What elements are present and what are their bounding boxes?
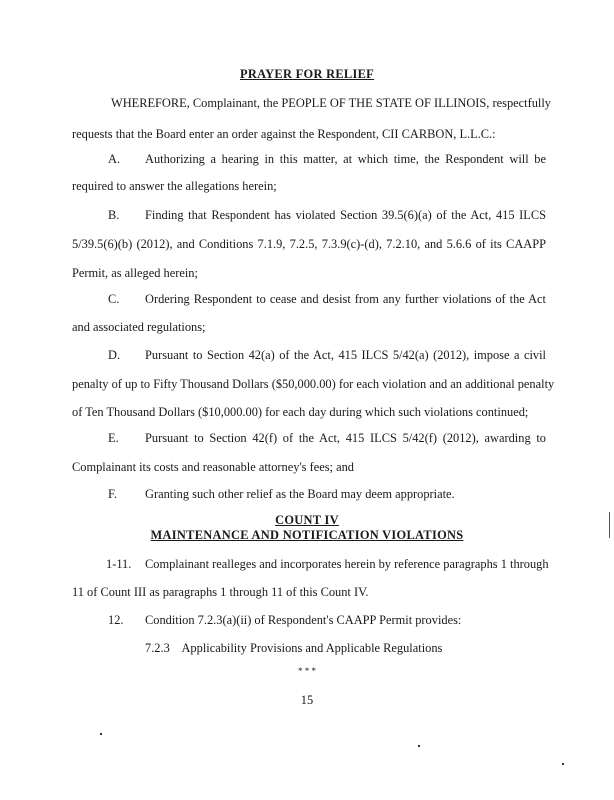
item-e-line-1: Pursuant to Section 42(f) of the Act, 415 ILCS 5/42(f) (2012), awarding to [145,431,546,445]
para-number-1-11: 1-11. [106,557,132,571]
item-d-line-3: of Ten Thousand Dollars ($10,000.00) for each day during which such violations continued; [72,405,529,419]
scan-speck [100,733,102,735]
item-letter-a: A. [108,152,121,166]
intro-line-1: WHEREFORE, Complainant, the PEOPLE OF THE STATE OF ILLINOIS, respectfully [111,96,551,110]
ellipsis-marker: * * * [298,666,316,676]
para-1-11-line-1: Complainant realleges and incorporates herein by reference paragraphs 1 through [145,557,549,571]
para-number-12: 12. [108,613,124,627]
item-d-line-1: Pursuant to Section 42(a) of the Act, 415 ILCS 5/42(a) (2012), impose a civil [145,348,546,362]
count-subtitle: MAINTENANCE AND NOTIFICATION VIOLATIONS [150,528,464,542]
item-a-line-2: required to answer the allegations herein; [72,179,277,193]
item-letter-f: F. [108,487,117,501]
item-c-line-2: and associated regulations; [72,320,206,334]
item-c-line-1: Ordering Respondent to cease and desist from any further violations of the Act [145,292,546,306]
item-letter-d: D. [108,348,121,362]
item-b-line-3: Permit, as alleged herein; [72,266,198,280]
scan-speck [418,745,420,747]
count-title: COUNT IV [275,513,339,527]
item-letter-c: C. [108,292,120,306]
para-1-11-line-2: 11 of Count III as paragraphs 1 through 11 of this Count IV. [72,585,369,599]
item-letter-b: B. [108,208,120,222]
prayer-heading: PRAYER FOR RELIEF [239,67,375,81]
item-b-line-2: 5/39.5(6)(b) (2012), and Conditions 7.1.9, 7.2.5, 7.3.9(c)-(d), 7.2.10, and 5.6.6 of its CAAPP [72,237,546,251]
intro-line-2: requests that the Board enter an order against the Respondent, CII CARBON, L.L.C.: [72,127,496,141]
scan-speck [562,763,564,765]
item-letter-e: E. [108,431,119,445]
item-b-line-1: Finding that Respondent has violated Section 39.5(6)(a) of the Act, 415 ILCS [145,208,546,222]
page-number: 15 [300,693,314,707]
quoted-condition-heading: 7.2.3 Applicability Provisions and Applicable Regulations [145,641,443,655]
item-e-line-2: Complainant its costs and reasonable attorney's fees; and [72,460,354,474]
item-d-line-2: penalty of up to Fifty Thousand Dollars ($50,000.00) for each violation and an additional penalty [72,377,555,391]
scan-edge-mark [609,512,610,538]
item-a-line-1: Authorizing a hearing in this matter, at which time, the Respondent will be [145,152,546,166]
item-f-line-1: Granting such other relief as the Board may deem appropriate. [145,487,455,501]
para-12-line-1: Condition 7.2.3(a)(ii) of Respondent's CAAPP Permit provides: [145,613,462,627]
